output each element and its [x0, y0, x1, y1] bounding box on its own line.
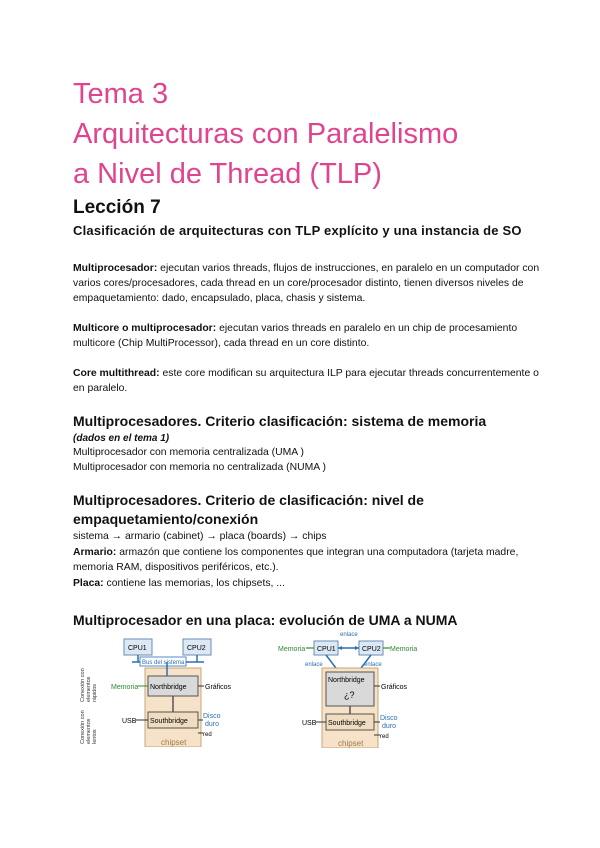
side-label-line: lentos	[92, 729, 98, 744]
packaging-chain: sistema → armario (cabinet) → placa (boards) → chips	[73, 531, 327, 542]
graphics-label: Gráficos	[381, 684, 408, 691]
side-label-slow	[80, 710, 98, 744]
graphics-label: Gráficos	[205, 684, 232, 691]
bus-label: Bus del sistema	[142, 660, 185, 666]
multicore-definition	[73, 321, 543, 351]
disk-label: Disco	[380, 715, 398, 722]
definition-term: Placa:	[73, 578, 104, 589]
title-line-3: a Nivel de Thread (TLP)	[73, 158, 382, 190]
question-label: ¿?	[344, 690, 355, 700]
disk-label-line2: duro	[205, 721, 220, 728]
definition-text: ejecutan varios threads, flujos de instrucciones, en paralelo en un computador con varios cores/procesadores, cada thread en un core/procesador distinto, tienen diversos niveles de empaquetamiento: dado, encapsulado, placa, chasis y sistema.	[73, 263, 540, 304]
definition-text: contiene las memorias, los chipsets, ...	[103, 578, 285, 589]
memory-label-right: Memoria	[390, 646, 418, 653]
definition-term: Core multithread:	[73, 368, 160, 379]
arrow-left-icon	[338, 646, 342, 650]
southbridge-label: Southbridge	[150, 718, 188, 725]
memory-label-left: Memoria	[278, 646, 306, 653]
definition-text: armazón que contiene los componentes que integran una computadora (tarjeta madre, memoria RAM, dispositivos periféricos, etc.).	[73, 547, 519, 573]
numa-diagram	[276, 628, 436, 748]
side-label-line: elementos	[86, 676, 92, 702]
chipset-label: chipset	[161, 738, 187, 747]
disk-label: Disco	[203, 713, 221, 720]
section-placa-heading: Multiprocesador en una placa: evolución de UMA a NUMA	[73, 612, 458, 628]
title-line-1: Tema 3	[73, 78, 169, 110]
definition-text: ejecutan varios threads en paralelo en un chip de procesamiento multicore (Chip MultiProcessor), cada thread en un core distinto.	[73, 323, 518, 349]
definition-term: Multicore o multiprocesador:	[73, 323, 217, 334]
chipset-label: chipset	[338, 739, 364, 748]
side-label-line: Conexión con	[80, 710, 86, 744]
southbridge-label: Southbridge	[328, 720, 366, 727]
page-title	[73, 74, 553, 194]
usb-label: USB	[302, 720, 317, 727]
side-label-line: Conexión con	[80, 668, 86, 702]
side-label-line: elementos	[86, 718, 92, 744]
lesson-subtitle: Clasificación de arquitecturas con TLP explícito y una instancia de SO	[73, 223, 522, 238]
definition-text: este core modifican su arquitectura ILP para ejecutar threads concurrentemente o en paralelo.	[73, 368, 539, 394]
section-memoria-note: (dados en el tema 1)	[73, 433, 170, 444]
link-label-right: enlace	[364, 662, 382, 668]
placa-definition	[73, 576, 543, 591]
link-label-top: enlace	[340, 632, 358, 638]
lesson-heading: Lección 7	[73, 197, 161, 218]
link-label-left: enlace	[305, 662, 323, 668]
network-label: red	[380, 734, 389, 740]
northbridge-label: Northbridge	[328, 677, 365, 684]
cpu1-label: CPU1	[128, 645, 147, 652]
numa-line: Multiprocesador con memoria no centralizada (NUMA )	[73, 462, 326, 473]
memory-label: Memoria	[111, 684, 139, 691]
section-empaquetamiento-heading: Multiprocesadores. Criterio de clasificación: nivel de empaquetamiento/conexión	[73, 492, 424, 527]
side-label-fast	[80, 668, 98, 702]
side-label-line: rápidos	[92, 683, 98, 702]
uma-line: Multiprocesador con memoria centralizada (UMA )	[73, 447, 304, 458]
title-line-2: Arquitecturas con Paralelismo	[73, 118, 459, 150]
section-memoria-heading: Multiprocesadores. Criterio clasificación: sistema de memoria	[73, 413, 487, 429]
multiprocesador-definition	[73, 261, 543, 306]
cpu2-label: CPU2	[187, 645, 206, 652]
network-label: red	[203, 732, 212, 738]
core-multithread-definition	[73, 366, 543, 396]
usb-label: USB	[122, 718, 137, 725]
uma-diagram	[70, 632, 250, 747]
cpu1-label: CPU1	[317, 646, 336, 653]
definition-term: Multiprocesador:	[73, 263, 158, 274]
arrow-right-icon	[355, 646, 359, 650]
armario-definition	[73, 545, 543, 575]
cpu2-label: CPU2	[362, 646, 381, 653]
definition-term: Armario:	[73, 547, 117, 558]
northbridge-label: Northbridge	[150, 684, 187, 691]
disk-label-line2: duro	[382, 723, 397, 730]
